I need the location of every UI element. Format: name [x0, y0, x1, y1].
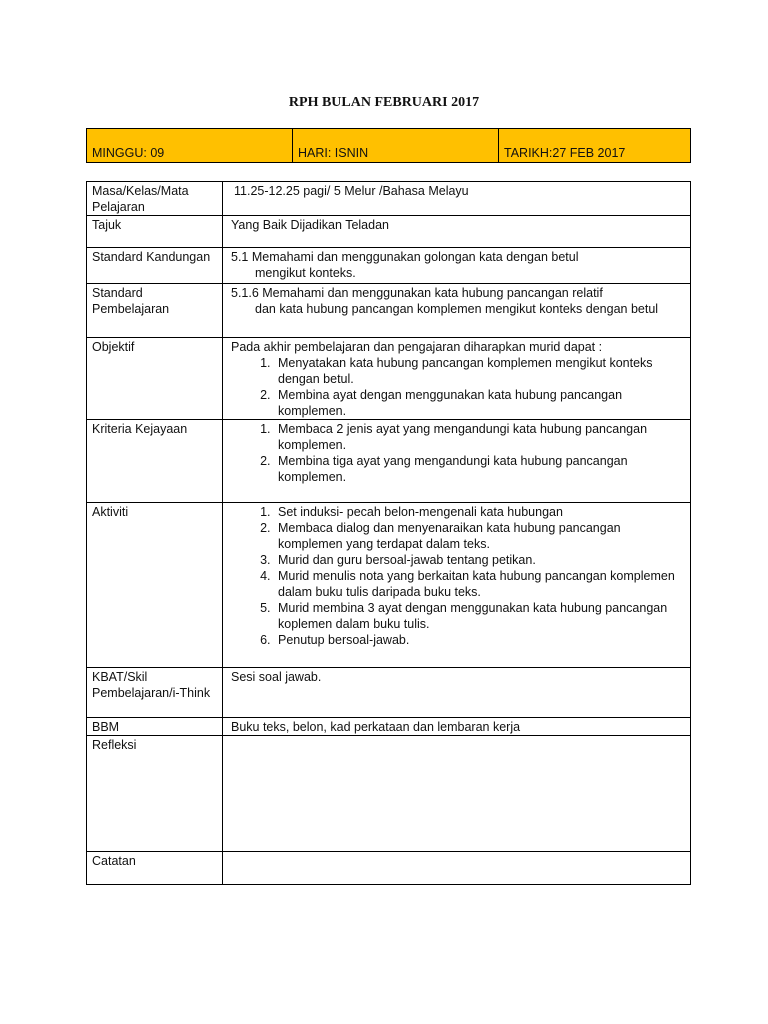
list-item: 2. Membina ayat dengan menggunakan kata hubung pancangan komplemen.	[274, 387, 684, 419]
objektif-list	[231, 355, 684, 419]
lesson-plan-table	[86, 181, 691, 885]
catatan-value	[223, 852, 691, 885]
sp-value-line2: dan kata hubung pancangan komplemen mengikut konteks dengan betul	[255, 302, 659, 316]
table-row	[87, 182, 691, 216]
table-row	[87, 668, 691, 718]
objektif-label: Objektif	[87, 338, 223, 420]
tajuk-label: Tajuk	[87, 216, 223, 248]
masa-label: Masa/Kelas/Mata Pelajaran	[87, 182, 223, 216]
sk-value-line1: 5.1 Memahami dan menggunakan golongan kata dengan betul	[231, 250, 579, 264]
aktiviti-value	[223, 503, 691, 668]
aktiviti-list	[231, 504, 684, 648]
aktiviti-label: Aktiviti	[87, 503, 223, 668]
bbm-label: BBM	[87, 718, 223, 736]
list-item: 2. Membina tiga ayat yang mengandungi kata hubung pancangan komplemen.	[274, 453, 684, 485]
kbat-label: KBAT/Skil Pembelajaran/i-Think	[87, 668, 223, 718]
bbm-value: Buku teks, belon, kad perkataan dan lembaran kerja	[223, 718, 691, 736]
table-row	[87, 216, 691, 248]
table-row	[87, 284, 691, 338]
sp-label: Standard Pembelajaran	[87, 284, 223, 338]
kriteria-label: Kriteria Kejayaan	[87, 420, 223, 503]
catatan-label: Catatan	[87, 852, 223, 885]
table-row	[87, 338, 691, 420]
list-item: 4. Murid menulis nota yang berkaitan kata hubung pancangan komplemen dalam buku tulis daripada buku teks.	[274, 568, 684, 600]
list-item: 2. Membaca dialog dan menyenaraikan kata hubung pancangan komplemen yang terdapat dalam teks.	[274, 520, 684, 552]
tarikh-cell: TARIKH:27 FEB 2017	[499, 129, 691, 163]
table-row	[87, 248, 691, 284]
sk-value	[223, 248, 691, 284]
masa-value: 11.25-12.25 pagi/ 5 Melur /Bahasa Melayu	[223, 182, 691, 216]
list-item: 3. Murid dan guru bersoal-jawab tentang petikan.	[274, 552, 684, 568]
sk-value-line2: mengikut konteks.	[255, 266, 356, 280]
hari-cell: HARI: ISNIN	[293, 129, 499, 163]
header-table	[86, 128, 691, 163]
page-title: RPH BULAN FEBRUARI 2017	[288, 95, 480, 110]
objektif-value	[223, 338, 691, 420]
objektif-intro: Pada akhir pembelajaran dan pengajaran diharapkan murid dapat :	[231, 340, 603, 354]
sp-value-line1: 5.1.6 Memahami dan menggunakan kata hubung pancangan relatif	[231, 286, 603, 300]
list-item: 6. Penutup bersoal-jawab.	[274, 632, 684, 648]
sp-value	[223, 284, 691, 338]
list-item: 1. Set induksi- pecah belon-mengenali kata hubungan	[274, 504, 684, 520]
list-item: 1. Menyatakan kata hubung pancangan komplemen mengikut konteks dengan betul.	[274, 355, 684, 387]
table-row	[87, 852, 691, 885]
list-item: 1. Membaca 2 jenis ayat yang mengandungi kata hubung pancangan komplemen.	[274, 421, 684, 453]
table-row	[87, 503, 691, 668]
refleksi-label: Refleksi	[87, 736, 223, 852]
table-row	[87, 736, 691, 852]
sk-label: Standard Kandungan	[87, 248, 223, 284]
tajuk-value: Yang Baik Dijadikan Teladan	[223, 216, 691, 248]
minggu-cell: MINGGU: 09	[87, 129, 293, 163]
refleksi-value	[223, 736, 691, 852]
table-row	[87, 718, 691, 736]
list-item: 5. Murid membina 3 ayat dengan menggunakan kata hubung pancangan koplemen dalam buku tulis.	[274, 600, 684, 632]
table-row	[87, 420, 691, 503]
kriteria-value	[223, 420, 691, 503]
kbat-value: Sesi soal jawab.	[223, 668, 691, 718]
kriteria-list	[231, 421, 684, 485]
